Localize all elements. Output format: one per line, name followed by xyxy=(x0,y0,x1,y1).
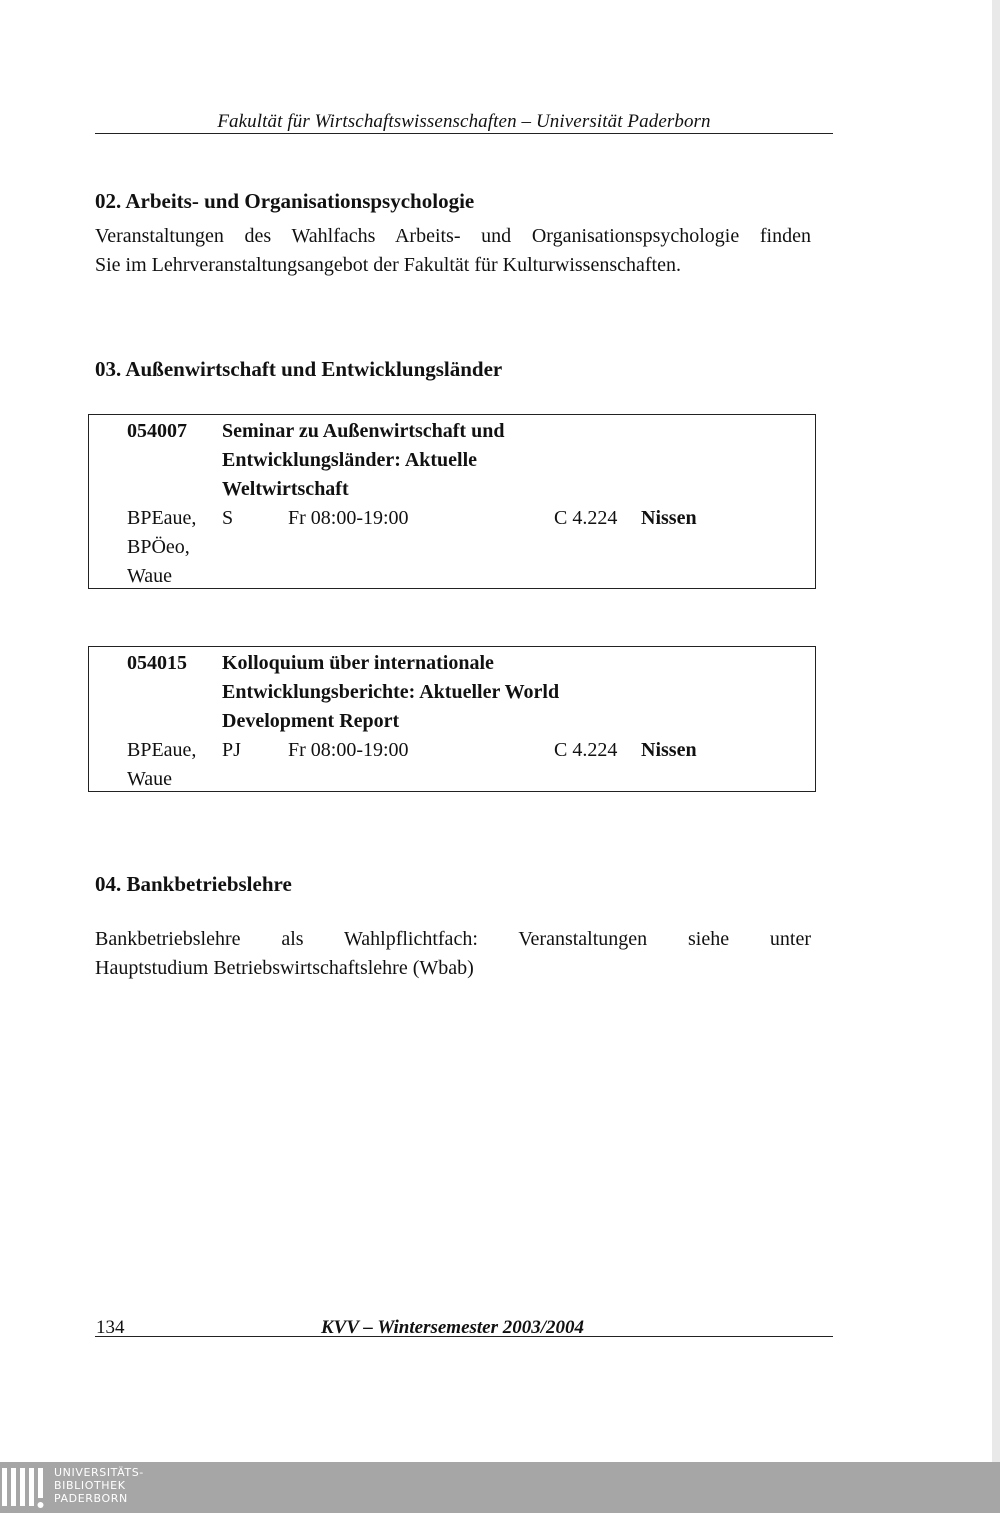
course-lecturer: Nissen xyxy=(641,739,697,761)
course-time: Fr 08:00-19:00 xyxy=(288,739,409,761)
course-number: 054007 xyxy=(127,420,187,442)
footer-rule xyxy=(95,1336,833,1337)
course-program: BPEaue, xyxy=(127,507,197,529)
course-program: Waue xyxy=(127,565,173,587)
section-04-line-2: Hauptstudium Betriebswirtschaftslehre (Wbab) xyxy=(95,957,474,979)
library-name-line: UNIVERSITÄTS- xyxy=(54,1466,144,1479)
section-02-line-2: Sie im Lehrveranstaltungsangebot der Fakultät für Kulturwissenschaften. xyxy=(95,254,681,276)
section-02-text xyxy=(95,222,811,280)
course-program: BPÖeo, xyxy=(127,536,190,558)
course-title-line-3: Weltwirtschaft xyxy=(222,478,349,500)
section-02-heading: 02. Arbeits- und Organisationspsychologie xyxy=(95,189,475,213)
library-bar xyxy=(0,1462,1000,1513)
course-time: Fr 08:00-19:00 xyxy=(288,507,409,529)
course-room: C 4.224 xyxy=(554,739,618,761)
page-edge-shadow xyxy=(992,0,1000,1462)
course-program: Waue xyxy=(127,768,173,790)
section-03-heading: 03. Außenwirtschaft und Entwicklungsländer xyxy=(95,357,503,381)
page-number: 134 xyxy=(96,1317,125,1338)
header-rule xyxy=(95,133,833,134)
course-room: C 4.224 xyxy=(554,507,618,529)
course-lecturer: Nissen xyxy=(641,507,697,529)
course-type: PJ xyxy=(222,739,241,761)
library-name-line: PADERBORN xyxy=(54,1492,128,1505)
course-title-line-2: Entwicklungsländer: Aktuelle xyxy=(222,449,478,471)
section-04-text xyxy=(95,925,811,983)
course-number: 054015 xyxy=(127,652,187,674)
section-04-heading: 04. Bankbetriebslehre xyxy=(95,872,292,896)
course-program: BPEaue, xyxy=(127,739,197,761)
footer-title: KVV – Wintersemester 2003/2004 xyxy=(321,1317,585,1338)
course-title-line-2: Entwicklungsberichte: Aktueller World xyxy=(222,681,560,703)
library-logo-icon xyxy=(0,1466,48,1510)
running-header: Fakultät für Wirtschaftswissenschaften – Universität Paderborn xyxy=(217,111,711,132)
course-box-054015 xyxy=(88,646,816,792)
section-04-line-1: Bankbetriebslehre als Wahlpflichtfach: Veranstaltungen siehe unter xyxy=(95,928,811,950)
library-name-line: BIBLIOTHEK xyxy=(54,1479,126,1492)
section-02-line-1: Veranstaltungen des Wahlfachs Arbeits- und Organisationspsychologie finden xyxy=(95,225,811,247)
course-title-line-1: Kolloquium über internationale xyxy=(222,652,494,674)
library-name xyxy=(54,1466,144,1505)
course-title-line-3: Development Report xyxy=(222,710,400,732)
course-type: S xyxy=(222,507,234,529)
course-title-line-1: Seminar zu Außenwirtschaft und xyxy=(222,420,505,442)
course-box-054007 xyxy=(88,414,816,589)
